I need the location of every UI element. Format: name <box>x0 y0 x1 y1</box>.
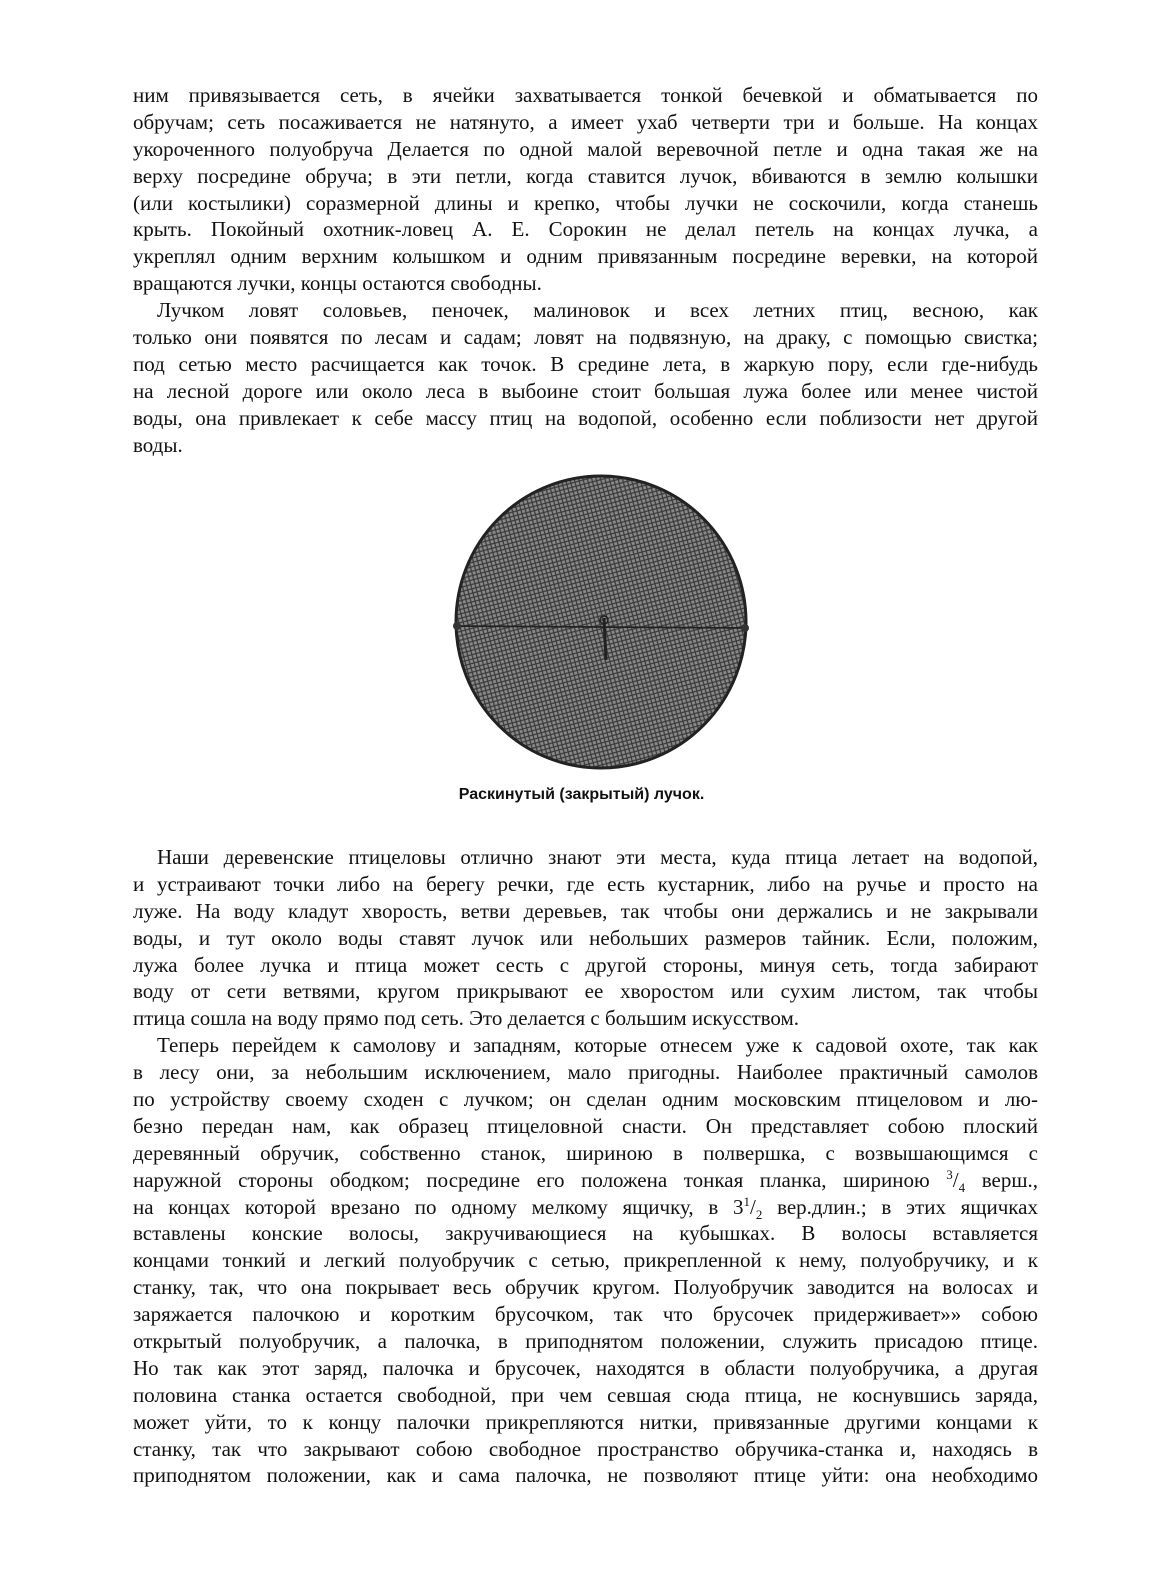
text-line: станку, так, что она покрывает весь обручик кругом. Полуобручик заводится на волосах и <box>133 1275 1038 1300</box>
paragraph <box>133 82 1038 297</box>
text-line: (или костылики) соразмерной длины и крепко, чтобы лучки не соскочили, когда станешь <box>133 190 1038 215</box>
text-line: Наши деревенские птицеловы отлично знают эти места, куда птица летает на водопой, <box>157 845 1038 869</box>
text-block-top <box>133 82 1038 458</box>
text-line: укороченного полуобруча Делается по одной малой веревочной петле и одна такая же на <box>133 136 1038 161</box>
text-line: птица сошла на воду прямо под сеть. Это делается с большим искусством. <box>133 1006 800 1031</box>
text-line: на концах которой врезано по одному мелкому ящичку, в $3^1/_2$ вер.длин.; в этих ящичках <box>133 1193 1038 1222</box>
text-line: крыть. Покойный охотник-ловец А. Е. Сорокин не делал петель на концах лучка, а <box>133 217 1038 242</box>
text-line: половина станка остается свободной, при чем севшая сюда птица, не коснувшись заряда, <box>133 1382 1038 1407</box>
text-line: станку, так что закрывают собою свободное пространство обручика-станка и, находясь в <box>133 1436 1038 1461</box>
text-line: по устройству своему сходен с лучком; он сделан одним московским птицеловом и лю- <box>133 1087 1038 1112</box>
text-line: обручам; сеть посаживается не натянуто, а имеет ухаб четверти три и больше. На концах <box>133 109 1038 134</box>
text-line: приподнятом положении, как и сама палочка, не позволяют птице уйти: она необходимо <box>133 1463 1038 1488</box>
text-line: заряжается палочкою и коротким брусочком, так что брусочек придерживает»» собою <box>133 1302 1038 1327</box>
text-line: наружной стороны ободком; посредине его положена тонкая планка, шириною $^3/_4$ верш., <box>133 1166 1038 1195</box>
text-line: под сетью место расчищается как точок. В средине лета, в жаркую пору, если где-нибудь <box>133 351 1038 376</box>
text-line: в лесу они, за небольшим исключением, мало пригодны. Наиболее практичный самолов <box>133 1060 1038 1085</box>
text-line: вставлены конские волосы, закручивающиеся на кубышках. В волосы вставляется <box>133 1221 1038 1246</box>
paragraph <box>133 1032 1038 1489</box>
text-line: воду от сети ветвями, кругом прикрывают ее хворостом или сухим листом, так чтобы <box>133 979 1038 1004</box>
paragraph <box>133 297 1038 458</box>
figure-caption: Раскинутый (закрытый) лучок. <box>458 786 705 803</box>
text-line: воды. <box>133 432 183 457</box>
text-line: лужа более лучка и птица может сесть с другой стороны, минуя сеть, тогда забирают <box>133 952 1038 977</box>
text-line: и устраивают точки либо на берегу речки, где есть кустарник, либо на ручье и просто на <box>133 871 1038 896</box>
text-line: только они появятся по лесам и садам; ловят на подвязную, на драку, с помощью свистка; <box>133 325 1038 350</box>
text-block-bottom <box>133 844 1038 1489</box>
text-line: воды, и тут около воды ставят лучок или небольших размеров тайник. Если, положим, <box>133 925 1038 950</box>
paragraph <box>133 844 1038 1032</box>
text-line: деревянный обручик, собственно станок, шириною в полвершка, с возвышающимся с <box>133 1140 1038 1165</box>
text-line: укреплял одним верхним колышком и одним привязанным посредине веревки, на которой <box>133 244 1038 269</box>
text-line: концами тонкий и легкий полуобручик с сетью, прикрепленной к нему, полуобручику, и к <box>133 1248 1038 1273</box>
text-line: Теперь перейдем к самолову и западням, которые отнесем уже к садовой охоте, так как <box>157 1033 1038 1058</box>
text-line: верху посредине обруча; в эти петли, когда ставится лучок, вбиваются в землю колышки <box>133 163 1038 188</box>
text-line: Лучком ловят соловьев, пеночек, малиновок и всех летних птиц, весною, как <box>157 298 1038 323</box>
text-line: луже. На воду кладут хворость, ветви деревьев, так чтобы они держались и не закрывали <box>133 898 1038 923</box>
text-line: на лесной дороге или около леса в выбоине стоит большая лужа более или менее чистой <box>133 378 1038 403</box>
text-line: Но так как этот заряд, палочка и брусочек, находятся в области полуобручика, а другая <box>133 1355 1038 1380</box>
net-trap-illustration <box>440 470 760 775</box>
text-line: открытый полуобручик, а палочка, в приподнятом положении, служить присадою птице. <box>133 1329 1038 1354</box>
text-line: ним привязывается сеть, в ячейки захватывается тонкой бечевкой и обматывается по <box>133 83 1038 107</box>
text-line: воды, она привлекает к себе массу птиц на водопой, особенно если поблизости нет другой <box>133 405 1038 430</box>
text-line: может уйти, то к концу палочки прикрепляются нитки, привязанные другими концами к <box>133 1409 1038 1434</box>
text-line: вращаются лучки, концы остаются свободны. <box>133 271 542 296</box>
text-line: безно передан нам, как образец птицеловной снасти. Он представляет собою плоский <box>133 1113 1038 1138</box>
